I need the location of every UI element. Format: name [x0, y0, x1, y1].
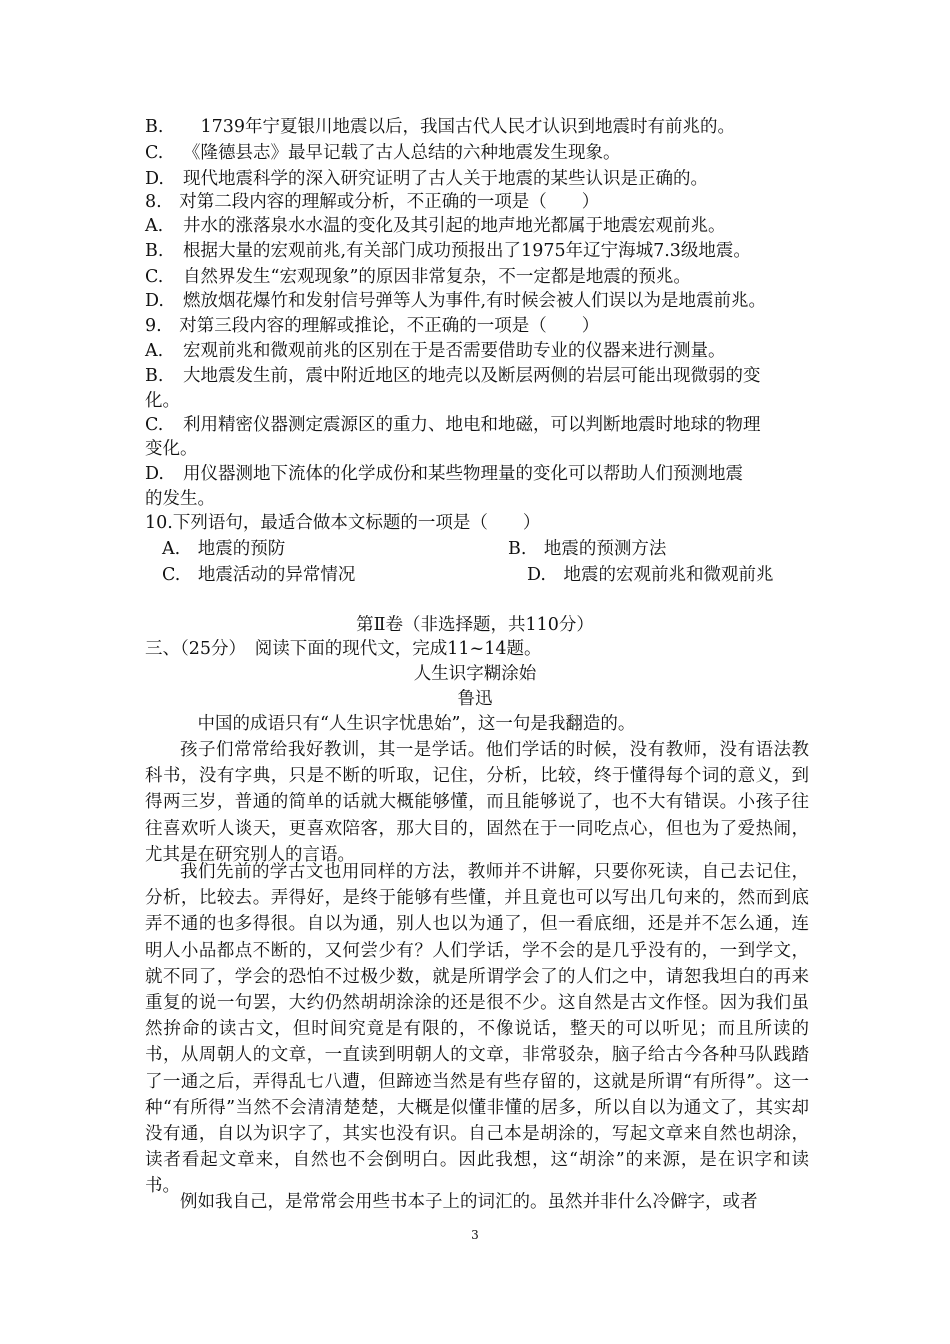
q10-option-c: C. 地震活动的异常情况	[162, 565, 356, 585]
q8-stem: 8. 对第二段内容的理解或分析，不正确的一项是（ ）	[145, 192, 600, 212]
article-author: 鲁迅	[457, 689, 493, 709]
q8-option-d: D. 燃放烟花爆竹和发射信号弹等人为事件,有时候会被人们误以为是地震前兆。	[145, 291, 767, 311]
q9-option-b-cont: 化。	[145, 391, 180, 411]
section-title: 第Ⅱ卷（非选择题，共110分）	[356, 615, 594, 635]
q9-option-d-cont: 的发生。	[145, 489, 215, 509]
q8-option-c: C. 自然界发生“宏观现象”的原因非常复杂，不一定都是地震的预兆。	[145, 267, 691, 287]
q9-option-b: B. 大地震发生前，震中附近地区的地壳以及断层两侧的岩层可能出现微弱的变	[145, 366, 761, 386]
article-paragraph: 中国的成语只有“人生识字忧患始”，这一句是我翻造的。	[180, 714, 636, 734]
q10-option-d: D. 地震的宏观前兆和微观前兆	[527, 565, 774, 585]
q7-option-b: B. 1739年宁夏银川地震以后，我国古代人民才认识到地震时有前兆的。	[145, 117, 736, 137]
q10-option-b: B. 地震的预测方法	[508, 539, 667, 559]
article-paragraph: 孩子们常常给我好教训，其一是学话。他们学话的时候，没有教师，没有语法教科书，没有字典，只是不断的听取，记住，分析，比较，终于懂得每个词的意义，到得两三岁，普通的简单的话就大概能够懂，而且能够说了，也不大有错误。小孩子往往喜欢听人谈天，更喜欢陪客，那大目的，固然在于一同吃点心，但也为了爱热闹，尤其是在研究别人的言语。	[145, 740, 809, 865]
q9-option-c: C. 利用精密仪器测定震源区的重力、地电和地磁，可以判断地震时地球的物理	[145, 415, 761, 435]
q7-option-c: C. 《隆德县志》最早记载了古人总结的六种地震发生现象。	[145, 143, 621, 163]
q9-option-c-cont: 变化。	[145, 439, 198, 459]
q9-option-d: D. 用仪器测地下流体的化学成份和某些物理量的变化可以帮助人们预测地震	[145, 464, 743, 484]
q10-stem: 10.下列语句，最适合做本文标题的一项是（ ）	[145, 513, 541, 533]
q8-option-b: B. 根据大量的宏观前兆,有关部门成功预报出了1975年辽宁海城7.3级地震。	[145, 241, 751, 261]
page-number: 3	[471, 1228, 479, 1242]
q10-option-a: A. 地震的预防	[162, 539, 286, 559]
article-title: 人生识字糊涂始	[413, 664, 537, 684]
q9-stem: 9. 对第三段内容的理解或推论，不正确的一项是（ ）	[145, 316, 600, 336]
q9-option-a: A. 宏观前兆和微观前兆的区别在于是否需要借助专业的仪器来进行测量。	[145, 341, 726, 361]
section-heading: 三、（25分） 阅读下面的现代文，完成11~14题。	[145, 639, 542, 659]
article-paragraph: 我们先前的学古文也用同样的方法，教师并不讲解，只要你死读，自己去记住，分析，比较去。弄得好，是终于能够有些懂，并且竟也可以写出几句来的，然而到底弄不通的也多得很。自以为通，别人也以为通了，但一看底细，还是并不怎么通，连明人小品都点不断的，又何尝少有？人们学话，学不会的是几乎没有的，一到学文，就不同了，学会的恐怕不过极少数，就是所谓学会了的人们之中，请恕我坦白的再来重复的说一句罢，大约仍然胡胡涂涂的还是很不少。这自然是古文作怪。因为我们虽然拚命的读古文，但时间究竟是有限的，不像说话，整天的可以听见；而且所读的书，从周朝人的文章，一直读到明朝人的文章，非常驳杂，脑子给古今各种马队践踏了一通之后，弄得乱七八遭，但蹄迹当然是有些存留的，这就是所谓“有所得”。这一种“有所得”当然不会清清楚楚，大概是似懂非懂的居多，所以自以为通文了，其实却没有通，自以为识字了，其实也没有识。自己本是胡涂的，写起文章来自然也胡涂，读者看起文章来，自然也不会倒明白。因此我想，这“胡涂”的来源，是在识字和读书。	[145, 862, 809, 1197]
article-paragraph: 例如我自己，是常常会用些书本子上的词汇的。虽然并非什么冷僻字，或者	[180, 1192, 758, 1212]
q8-option-a: A. 井水的涨落泉水水温的变化及其引起的地声地光都属于地震宏观前兆。	[145, 216, 726, 236]
q7-option-d: D. 现代地震科学的深入研究证明了古人关于地震的某些认识是正确的。	[145, 169, 708, 189]
